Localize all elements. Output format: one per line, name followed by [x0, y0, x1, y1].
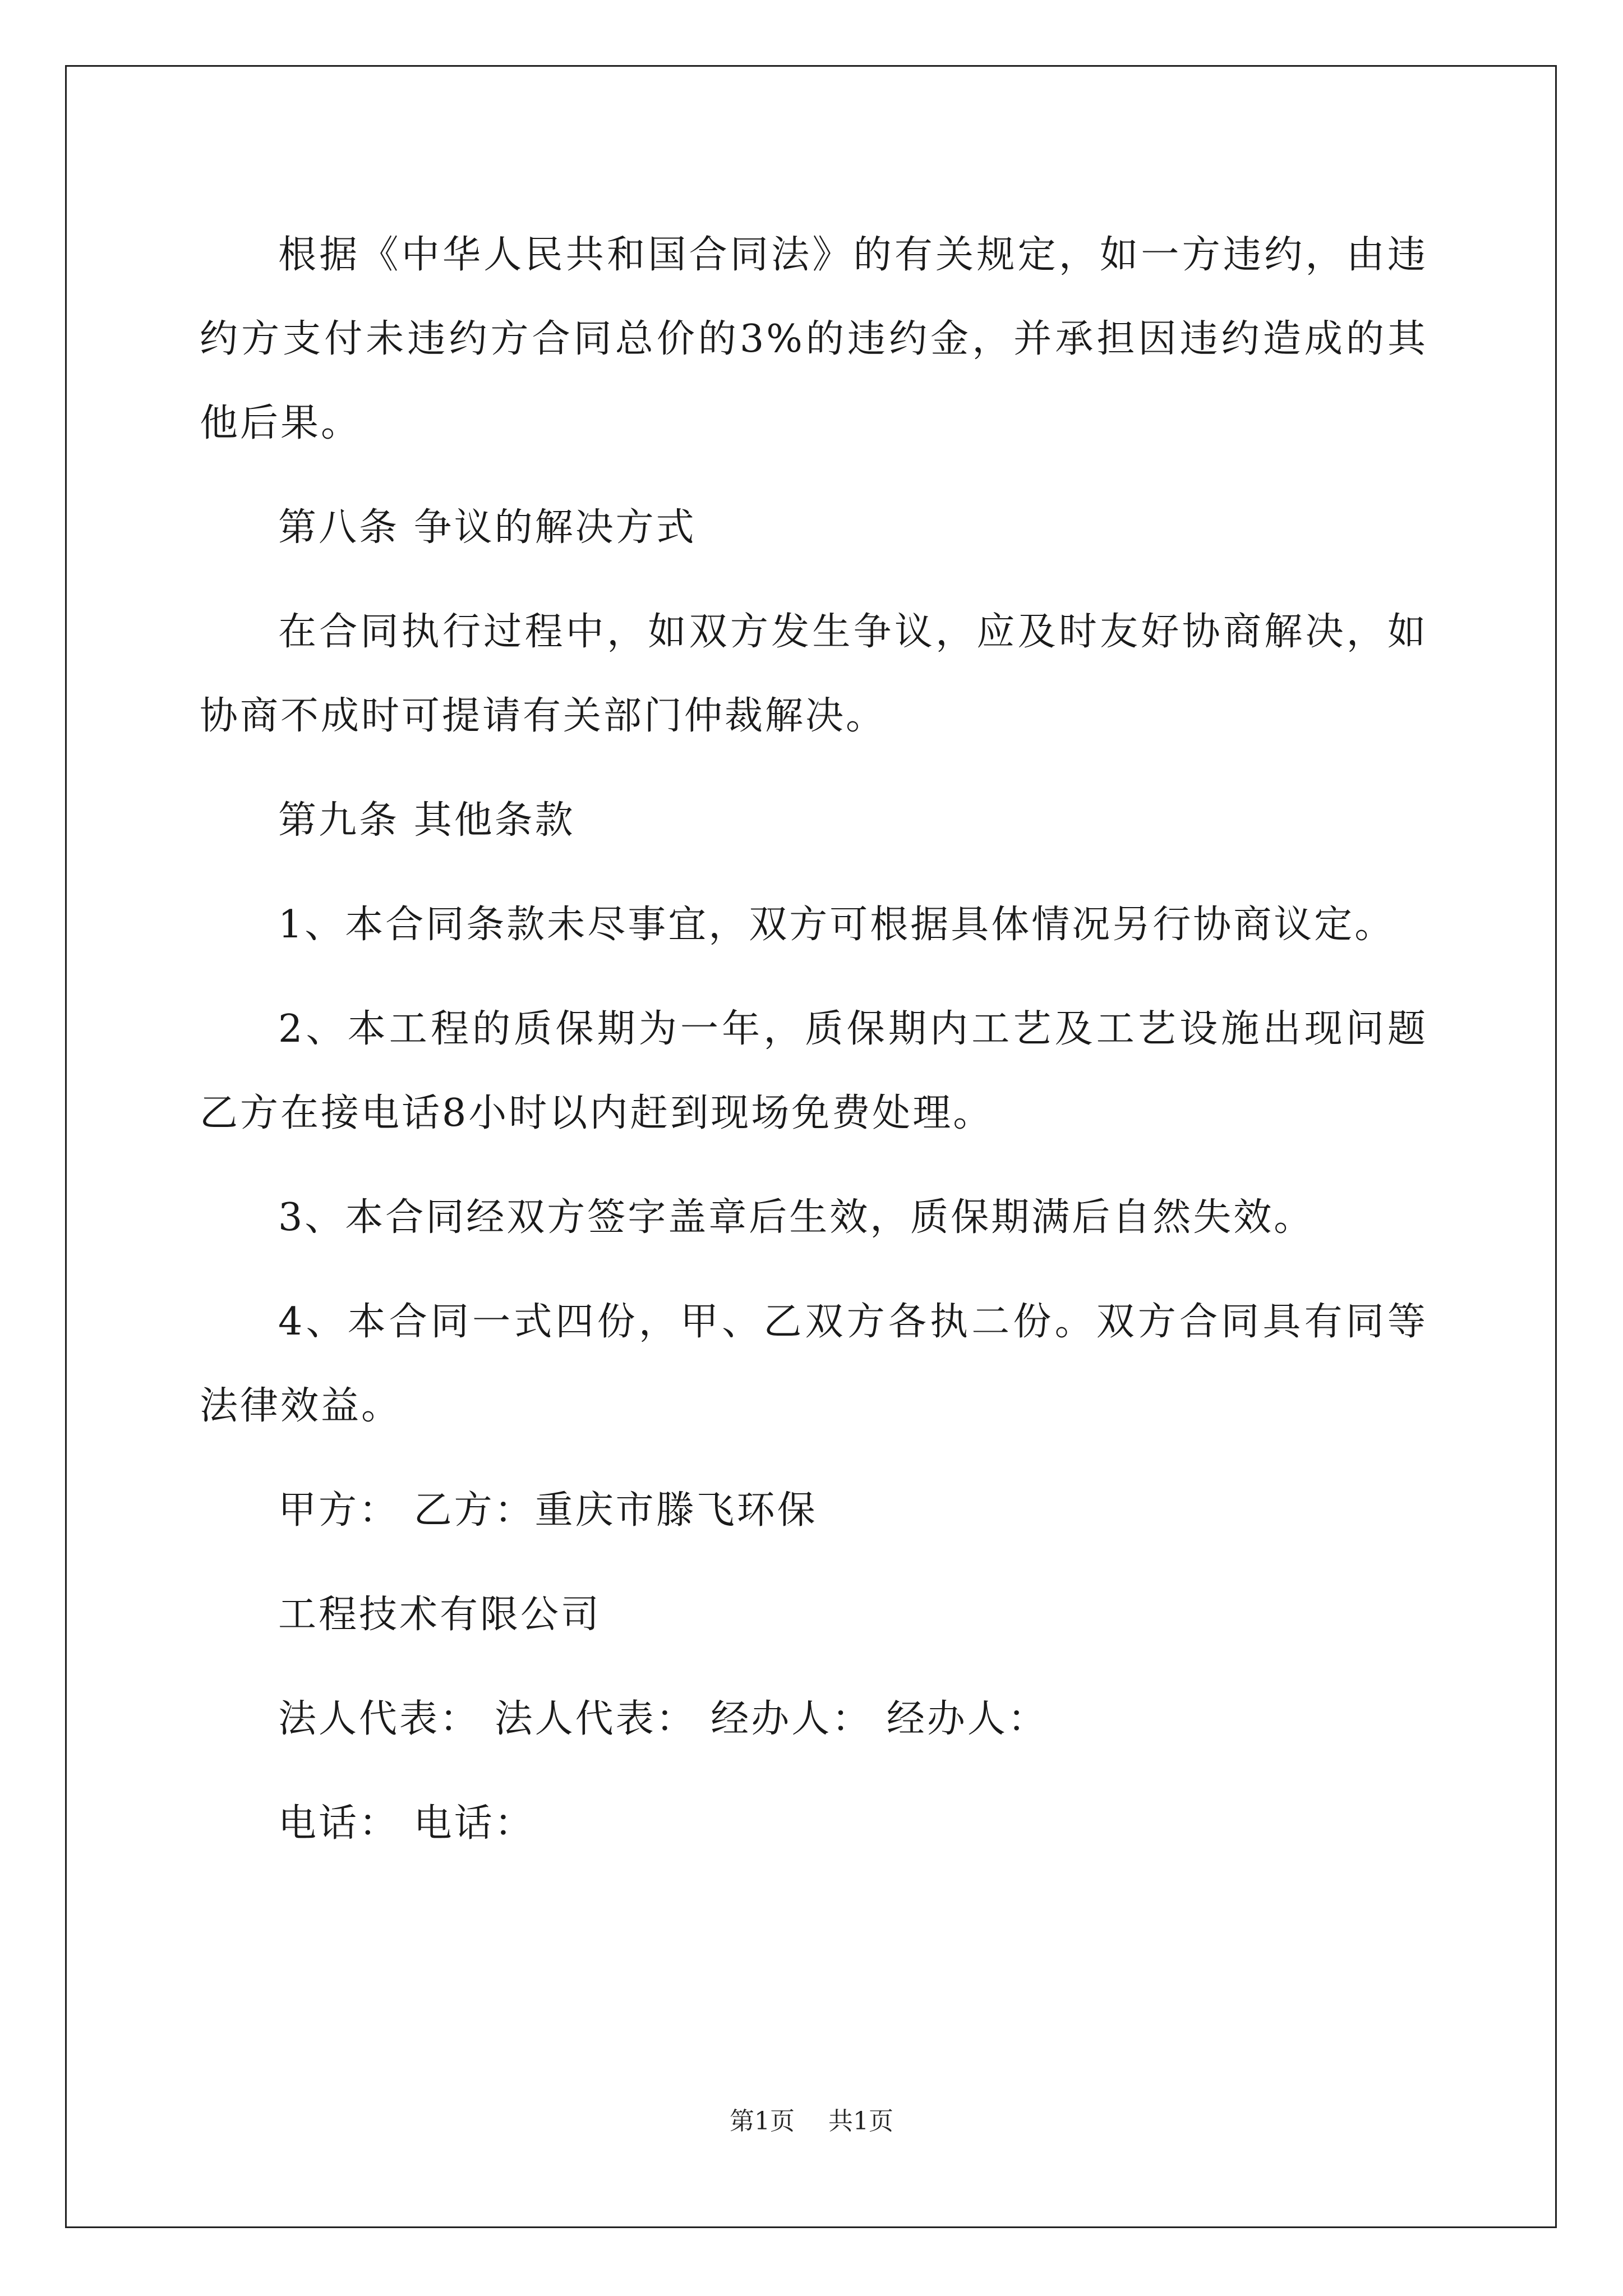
page-footer	[0, 2105, 1623, 2138]
paragraph-term-3: 3、本合同经双方签字盖章后生效，质保期满后自然失效。	[278, 1195, 1315, 1240]
paragraph-term-2: 2、本工程的质保期为一年，质保期内工艺及工艺设施出现问题乙方在接电话8小时以内赶到现场免费处理。	[200, 1007, 1428, 1135]
paragraph-dispute-resolution: 在合同执行过程中，如双方发生争议，应及时友好协商解决，如协商不成时可提请有关部门仲裁解决。	[200, 610, 1428, 738]
page-number: 第1页	[730, 2107, 795, 2136]
signature-representatives: 法人代表： 法人代表： 经办人： 经办人：	[278, 1697, 1048, 1741]
paragraph-term-1: 1、本合同条款未尽事宜，双方可根据具体情况另行协商议定。	[278, 903, 1395, 947]
document-body	[200, 213, 1428, 1886]
signature-company: 工程技术有限公司	[278, 1593, 602, 1637]
page-total: 共1页	[828, 2107, 893, 2136]
heading-article-8: 第八条 争议的解决方式	[278, 505, 697, 550]
signature-phones: 电话： 电话：	[278, 1801, 535, 1846]
signature-parties: 甲方： 乙方：重庆市滕飞环保	[278, 1488, 818, 1533]
paragraph-breach-clause: 根据《中华人民共和国合同法》的有关规定，如一方违约，由违约方支付未违约方合同总价的3%的违约金，并承担因违约造成的其他后果。	[200, 233, 1428, 445]
paragraph-term-4: 4、本合同一式四份，甲、乙双方各执二份。双方合同具有同等法律效益。	[200, 1300, 1428, 1428]
heading-article-9: 第九条 其他条款	[278, 798, 575, 843]
